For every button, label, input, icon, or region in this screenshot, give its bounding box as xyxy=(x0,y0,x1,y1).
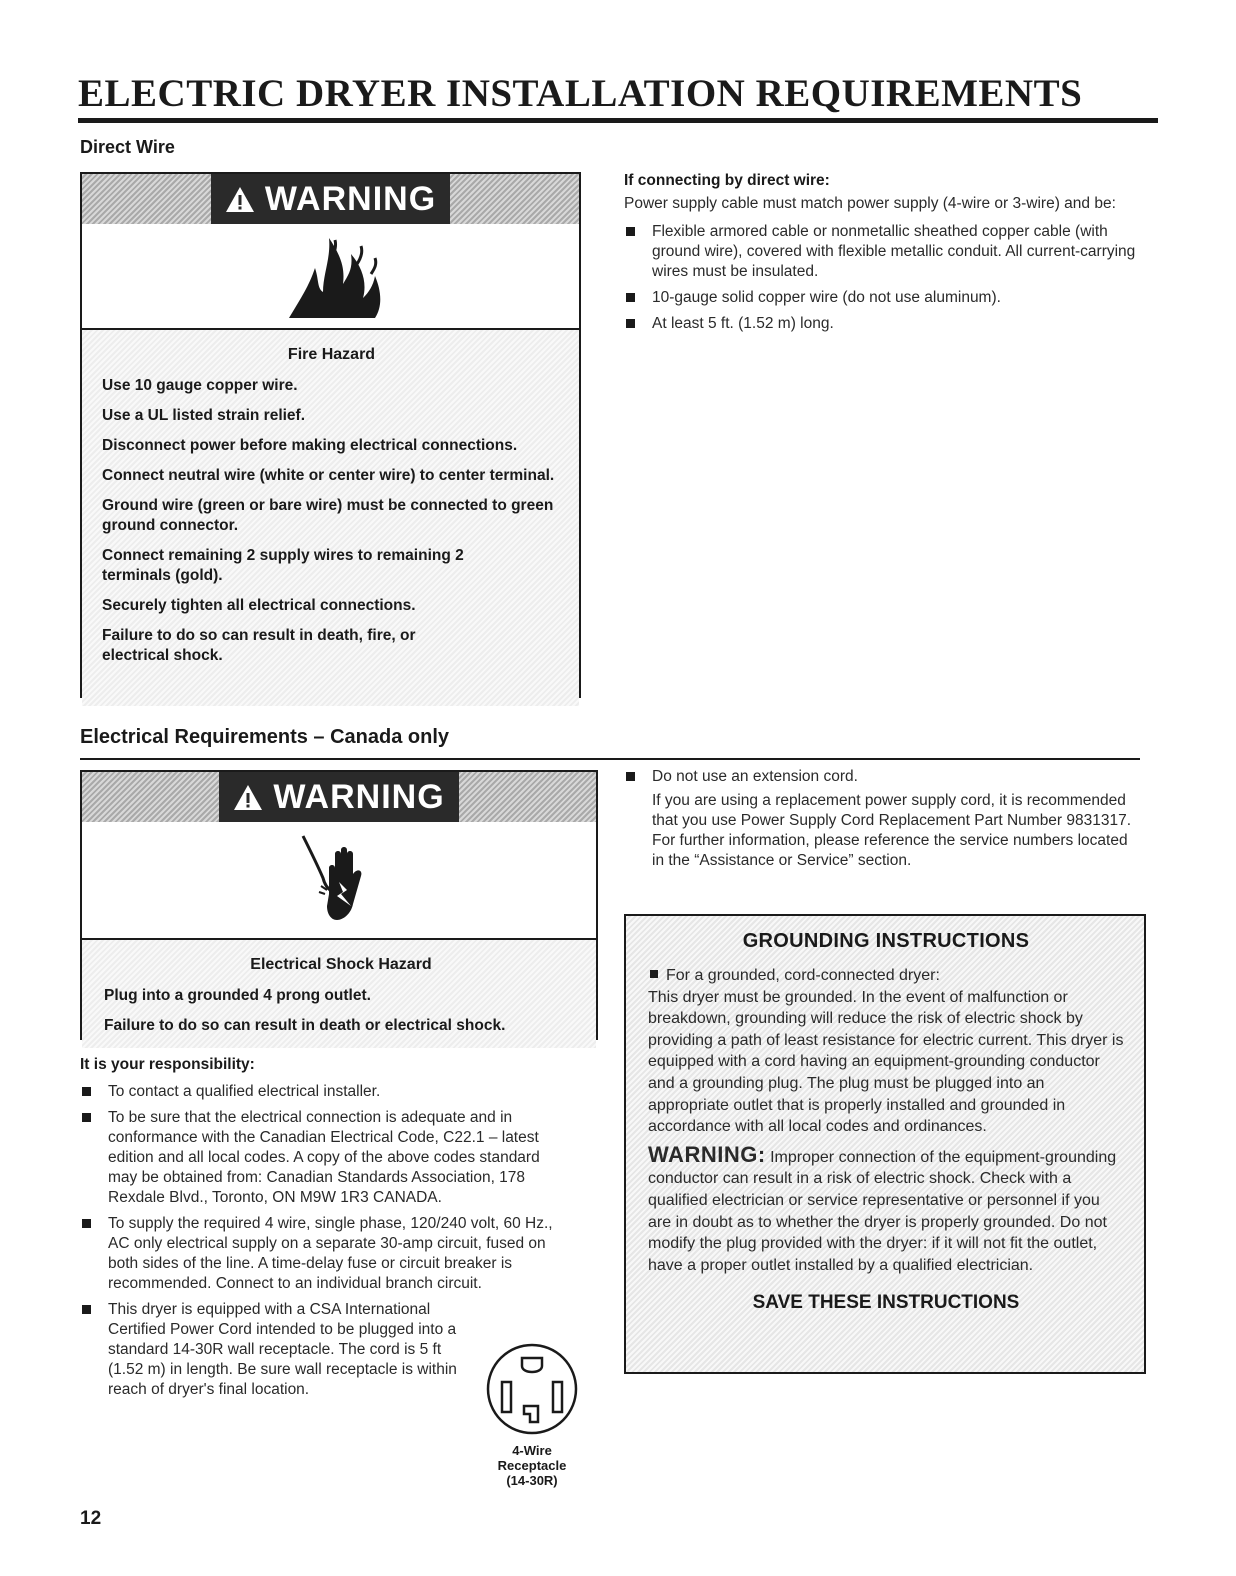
hazard-title: Fire Hazard xyxy=(287,346,376,363)
save-instructions: SAVE THESE INSTRUCTIONS xyxy=(752,1292,1020,1314)
extension-cord-section xyxy=(624,767,1138,871)
fire-warning-box xyxy=(80,172,581,698)
grounding-box xyxy=(624,914,1146,1374)
canada-rule xyxy=(80,758,1140,760)
warning-signal-word: WARNING xyxy=(273,778,445,816)
title-rule xyxy=(78,118,1158,123)
warning-band xyxy=(82,174,579,224)
shock-warning-text xyxy=(82,940,596,1048)
warning-band xyxy=(82,772,596,822)
bullet-icon xyxy=(82,1113,91,1122)
receptacle-icon xyxy=(480,1340,584,1438)
warning-label xyxy=(211,174,450,224)
warning-line: Use a UL listed strain relief. xyxy=(102,407,306,424)
warning-line: Securely tighten all electrical connections. xyxy=(102,597,416,614)
list-item: Do not use an extension cord. xyxy=(624,767,1138,787)
list-item: 10-gauge solid copper wire (do not use aluminum). xyxy=(624,288,1146,308)
warning-label xyxy=(219,772,458,822)
list-item: Flexible armored cable or nonmetallic sheathed copper cable (with ground wire), covered with flexible metallic conduit. All current-carrying wires must be insulated. xyxy=(624,222,1146,282)
extension-note: If you are using a replacement power supply cord, it is recommended that you use Power Supply Cord Replacement Part Number 9831317. For further information, please reference the service numbers located in the “Assistance or Service” section. xyxy=(652,792,1132,869)
warning-signal-word: WARNING xyxy=(264,180,437,218)
list-item: This dryer is equipped with a CSA International Certified Power Cord intended to be plugged into a standard 14-30R wall receptacle. The cord is 5 ft (1.52 m) in length. Be sure wall receptacle is within reach of dryer's final location. xyxy=(80,1300,468,1400)
bullet-icon xyxy=(82,1305,91,1314)
grounding-title: GROUNDING INSTRUCTIONS xyxy=(742,930,1030,952)
warning-line: Connect remaining 2 supply wires to remaining 2 terminals (gold). xyxy=(102,547,464,584)
grounding-body: This dryer must be grounded. In the event of malfunction or breakdown, grounding will reduce the risk of electric shock by providing a path of least resistance for electric current. This dryer is equipped with a cord having an equipment-grounding conductor and a grounding plug. The plug must be plugged into an appropriate outlet that is properly installed and grounded in accordance with all local codes and ordinances. xyxy=(648,988,1124,1136)
bullet-icon xyxy=(650,970,658,978)
shock-hazard-icon-area xyxy=(82,822,596,940)
receptacle-caption: 4-Wire Receptacle (14-30R) xyxy=(497,1443,567,1488)
bullet-icon xyxy=(626,293,635,302)
extension-list xyxy=(624,767,1138,787)
list-item: To supply the required 4 wire, single phase, 120/240 volt, 60 Hz., AC only electrical supply on a separate 30-amp circuit, fused on both sides of the line. A time-delay fuse or circuit breaker is recommended. Connect to an individual branch circuit. xyxy=(80,1214,566,1294)
fire-hazard-icon-area xyxy=(82,224,579,330)
canada-heading: Electrical Requirements – Canada only xyxy=(80,726,450,748)
electrical-shock-icon xyxy=(299,830,379,930)
warning-triangle-icon xyxy=(225,186,255,213)
warning-line: Disconnect power before making electrical connections. xyxy=(102,437,518,454)
receptacle-figure xyxy=(472,1340,592,1488)
bullet-icon xyxy=(626,319,635,328)
page-title: ELECTRIC DRYER INSTALLATION REQUIREMENTS xyxy=(78,72,1083,115)
warning-line: Connect neutral wire (white or center wire) to center terminal. xyxy=(102,467,555,484)
grounding-warning-label: WARNING: xyxy=(648,1141,766,1167)
list-item: To be sure that the electrical connection is adequate and in conformance with the Canadian Electrical Code, C22.1 – latest edition and all local codes. A copy of the above codes standard may be obtained from: Canadian Standards Association, 178 Rexdale Blvd., Toronto, ON M9W 1R3 CANADA. xyxy=(80,1108,566,1208)
bullet-icon xyxy=(82,1087,91,1096)
direct-wire-instructions xyxy=(624,172,1146,340)
warning-line: Failure to do so can result in death or electrical shock. xyxy=(104,1017,506,1034)
connecting-list xyxy=(624,222,1146,334)
shock-warning-box xyxy=(80,770,598,1040)
list-item: To contact a qualified electrical installer. xyxy=(80,1082,566,1102)
fire-warning-text xyxy=(82,330,579,706)
page-number: 12 xyxy=(80,1508,102,1529)
warning-line: Failure to do so can result in death, fire, or electrical shock. xyxy=(102,627,416,664)
grounding-bullet: For a grounded, cord-connected dryer: xyxy=(648,965,1124,987)
connecting-intro: Power supply cable must match power supply (4-wire or 3-wire) and be: xyxy=(624,195,1116,212)
bullet-icon xyxy=(626,772,635,781)
responsibility-heading: It is your responsibility: xyxy=(80,1056,255,1073)
direct-wire-heading: Direct Wire xyxy=(80,137,175,157)
connecting-heading: If connecting by direct wire: xyxy=(624,172,830,189)
bullet-icon xyxy=(626,227,635,236)
list-item: At least 5 ft. (1.52 m) long. xyxy=(624,314,1146,334)
hazard-title: Electrical Shock Hazard xyxy=(250,956,432,973)
bullet-icon xyxy=(82,1219,91,1228)
warning-line: Ground wire (green or bare wire) must be connected to green ground connector. xyxy=(102,497,554,534)
warning-line: Use 10 gauge copper wire. xyxy=(102,377,298,394)
warning-line: Plug into a grounded 4 prong outlet. xyxy=(104,987,371,1004)
warning-triangle-icon xyxy=(233,784,263,811)
grounding-warning: WARNING: Improper connection of the equipment-grounding conductor can result in a risk of electric shock. Check with a qualified electrician or service representative or personnel if you are in doubt as to whether the dryer is properly grounded. Do not modify the plug provided with the dryer: if it will not fit the outlet, have a proper outlet installed by a qualified electrician. xyxy=(648,1141,1117,1274)
fire-hazard-icon xyxy=(271,228,391,324)
